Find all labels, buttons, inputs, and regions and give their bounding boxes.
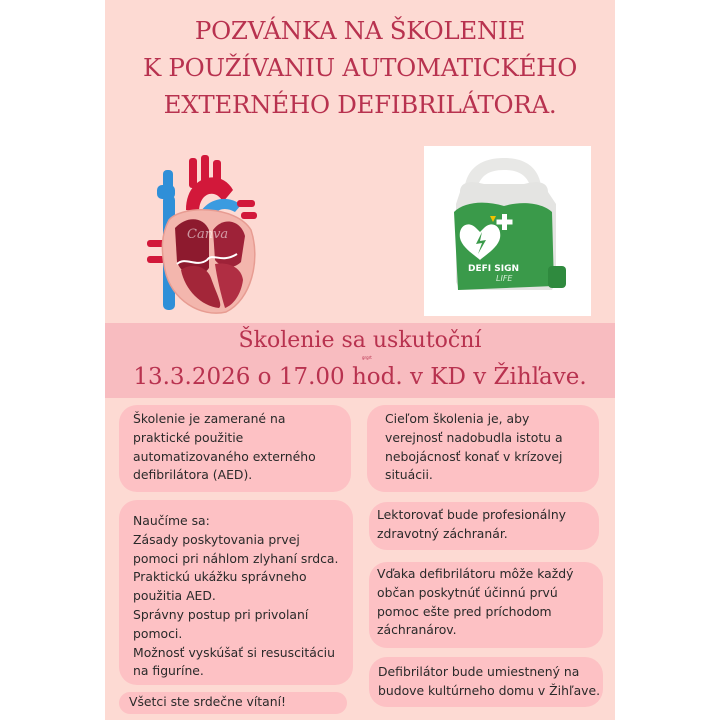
title-line-3: EXTERNÉHO DEFIBRILÁTORA. xyxy=(163,90,557,119)
box-line: defibrilátora (AED). xyxy=(133,467,253,483)
box-line: automatizovaného externého xyxy=(133,448,316,464)
box-line: Lektorovať bude profesionálny xyxy=(377,507,566,522)
svg-text:LIFE: LIFE xyxy=(496,274,513,283)
box-line: praktické použitie xyxy=(133,429,244,445)
title-line-1: POZVÁNKA NA ŠKOLENIE xyxy=(194,16,526,45)
box-line: pomoci pri náhlom zlyhaní srdca. xyxy=(133,550,339,566)
box-line: Naučíme sa: xyxy=(133,513,210,528)
box-line: Vďaka defibrilátoru môže každý xyxy=(377,566,574,581)
date-banner xyxy=(105,323,615,398)
box-line: verejnosť nadobudla istotu a xyxy=(385,429,563,445)
aed-device-photo xyxy=(424,146,591,316)
box-line: Možnosť vyskúšať si resuscitáciu xyxy=(133,644,335,660)
svg-text:DEFI SIGN: DEFI SIGN xyxy=(468,264,519,274)
box-line: občan poskytnúť účinnú prvú xyxy=(377,584,558,600)
box-line: Defibrilátor bude umiestnený na xyxy=(378,664,580,679)
info-box-learn xyxy=(119,500,353,685)
banner-line-1: Školenie sa uskutoční xyxy=(238,328,482,353)
info-box-location xyxy=(369,657,603,707)
poster-title xyxy=(105,12,615,123)
box-line: Zásady poskytovania prvej xyxy=(133,531,300,547)
info-box-welcome xyxy=(119,692,347,714)
box-line: nebojácnosť konať v krízovej xyxy=(385,448,563,464)
heart-illustration-icon xyxy=(141,150,281,320)
box-line: Školenie je zamerané na xyxy=(133,411,286,426)
info-box-lecturer xyxy=(369,502,599,550)
info-box-focus xyxy=(119,405,351,492)
banner-line-2: 13.3.2026 o 17.00 hod. v KD v Žihľave. xyxy=(133,364,587,390)
box-line: zdravotný záchranár. xyxy=(377,525,508,541)
box-line: použitia AED. xyxy=(133,588,216,604)
box-line: záchranárov. xyxy=(377,622,457,638)
box-line: pomoci. xyxy=(133,625,183,641)
info-box-benefit xyxy=(369,562,603,648)
aed-device-icon xyxy=(424,146,591,316)
box-line: budove kultúrneho domu v Žihľave. xyxy=(378,682,601,698)
box-line: Všetci ste srdečne vítaní! xyxy=(129,694,287,709)
box-line: Správny postup pri privolaní xyxy=(133,606,309,622)
tiny-note: grgrt xyxy=(362,355,372,360)
box-line: pomoc ešte pred príchodom xyxy=(377,603,552,619)
title-line-2: K POUŽÍVANIU AUTOMATICKÉHO xyxy=(142,53,578,82)
box-line: na figuríne. xyxy=(133,663,204,679)
info-box-goal xyxy=(367,405,599,492)
box-line: situácii. xyxy=(385,467,433,483)
box-line: Cieľom školenia je, aby xyxy=(385,411,530,426)
svg-text:Canva: Canva xyxy=(187,227,229,242)
box-line: Praktickú ukážku správneho xyxy=(133,569,307,585)
invitation-poster xyxy=(105,0,615,720)
